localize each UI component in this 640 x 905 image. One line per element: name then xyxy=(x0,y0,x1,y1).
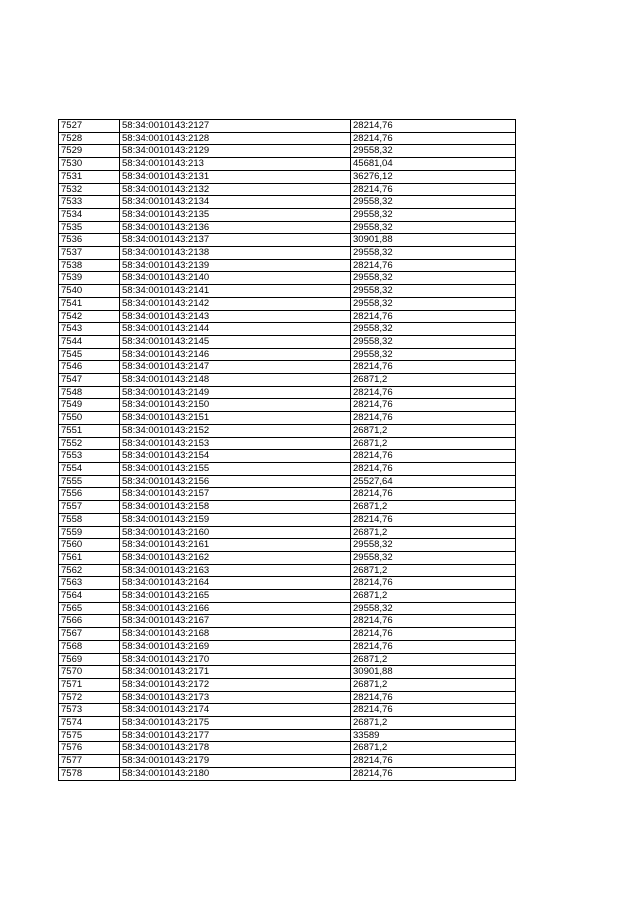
value-cell: 28214,76 xyxy=(351,462,516,475)
table-row xyxy=(59,310,516,323)
value-cell: 29558,32 xyxy=(351,145,516,158)
value-cell: 28214,76 xyxy=(351,628,516,641)
table-row xyxy=(59,577,516,590)
table-row xyxy=(59,412,516,425)
row-number-cell: 7551 xyxy=(59,424,120,437)
cadastral-number-cell: 58:34:0010143:2147 xyxy=(120,361,351,374)
cadastral-number-cell: 58:34:0010143:2164 xyxy=(120,577,351,590)
row-number-cell: 7531 xyxy=(59,170,120,183)
row-number-cell: 7542 xyxy=(59,310,120,323)
cadastral-number-cell: 58:34:0010143:2166 xyxy=(120,602,351,615)
table-row xyxy=(59,767,516,780)
row-number-cell: 7573 xyxy=(59,704,120,717)
value-cell: 30901,88 xyxy=(351,666,516,679)
table-row xyxy=(59,132,516,145)
cadastral-number-cell: 58:34:0010143:2153 xyxy=(120,437,351,450)
value-cell: 29558,32 xyxy=(351,602,516,615)
value-cell: 29558,32 xyxy=(351,297,516,310)
value-cell: 28214,76 xyxy=(351,386,516,399)
value-cell: 28214,76 xyxy=(351,640,516,653)
table-row xyxy=(59,158,516,171)
row-number-cell: 7564 xyxy=(59,590,120,603)
value-cell: 28214,76 xyxy=(351,767,516,780)
row-number-cell: 7563 xyxy=(59,577,120,590)
table-row xyxy=(59,399,516,412)
cadastral-number-cell: 58:34:0010143:2179 xyxy=(120,755,351,768)
row-number-cell: 7577 xyxy=(59,755,120,768)
value-cell: 28214,76 xyxy=(351,615,516,628)
table-row xyxy=(59,234,516,247)
value-cell: 28214,76 xyxy=(351,513,516,526)
row-number-cell: 7528 xyxy=(59,132,120,145)
value-cell: 29558,32 xyxy=(351,247,516,260)
row-number-cell: 7570 xyxy=(59,666,120,679)
table-row xyxy=(59,145,516,158)
table-row xyxy=(59,335,516,348)
table-row xyxy=(59,513,516,526)
row-number-cell: 7540 xyxy=(59,285,120,298)
row-number-cell: 7566 xyxy=(59,615,120,628)
value-cell: 29558,32 xyxy=(351,323,516,336)
value-cell: 26871,2 xyxy=(351,742,516,755)
table-row xyxy=(59,120,516,133)
value-cell: 26871,2 xyxy=(351,501,516,514)
cadastral-number-cell: 58:34:0010143:2167 xyxy=(120,615,351,628)
table-row xyxy=(59,742,516,755)
cadastral-number-cell: 58:34:0010143:2137 xyxy=(120,234,351,247)
row-number-cell: 7544 xyxy=(59,335,120,348)
table-row xyxy=(59,247,516,260)
cadastral-number-cell: 58:34:0010143:2140 xyxy=(120,272,351,285)
row-number-cell: 7562 xyxy=(59,564,120,577)
row-number-cell: 7535 xyxy=(59,221,120,234)
row-number-cell: 7571 xyxy=(59,678,120,691)
cadastral-number-cell: 58:34:0010143:2177 xyxy=(120,729,351,742)
value-cell: 29558,32 xyxy=(351,539,516,552)
value-cell: 29558,32 xyxy=(351,208,516,221)
value-cell: 36276,12 xyxy=(351,170,516,183)
cadastral-number-cell: 58:34:0010143:2160 xyxy=(120,526,351,539)
value-cell: 26871,2 xyxy=(351,653,516,666)
row-number-cell: 7539 xyxy=(59,272,120,285)
row-number-cell: 7527 xyxy=(59,120,120,133)
value-cell: 26871,2 xyxy=(351,374,516,387)
table-row xyxy=(59,424,516,437)
cadastral-number-cell: 58:34:0010143:2142 xyxy=(120,297,351,310)
table-row xyxy=(59,450,516,463)
row-number-cell: 7550 xyxy=(59,412,120,425)
cadastral-number-cell: 58:34:0010143:2173 xyxy=(120,691,351,704)
row-number-cell: 7538 xyxy=(59,259,120,272)
row-number-cell: 7567 xyxy=(59,628,120,641)
row-number-cell: 7560 xyxy=(59,539,120,552)
table-row xyxy=(59,361,516,374)
row-number-cell: 7557 xyxy=(59,501,120,514)
table-row xyxy=(59,272,516,285)
cadastral-number-cell: 58:34:0010143:2174 xyxy=(120,704,351,717)
cadastral-number-cell: 58:34:0010143:2168 xyxy=(120,628,351,641)
value-cell: 28214,76 xyxy=(351,450,516,463)
row-number-cell: 7534 xyxy=(59,208,120,221)
value-cell: 28214,76 xyxy=(351,412,516,425)
table-row xyxy=(59,183,516,196)
row-number-cell: 7574 xyxy=(59,717,120,730)
cadastral-number-cell: 58:34:0010143:2136 xyxy=(120,221,351,234)
value-cell: 33589 xyxy=(351,729,516,742)
value-cell: 26871,2 xyxy=(351,437,516,450)
value-cell: 28214,76 xyxy=(351,132,516,145)
value-cell: 30901,88 xyxy=(351,234,516,247)
value-cell: 28214,76 xyxy=(351,704,516,717)
table-row xyxy=(59,691,516,704)
value-cell: 29558,32 xyxy=(351,335,516,348)
cadastral-number-cell: 58:34:0010143:2162 xyxy=(120,551,351,564)
row-number-cell: 7545 xyxy=(59,348,120,361)
row-number-cell: 7554 xyxy=(59,462,120,475)
value-cell: 28214,76 xyxy=(351,259,516,272)
cadastral-number-cell: 58:34:0010143:2163 xyxy=(120,564,351,577)
cadastral-number-cell: 58:34:0010143:2134 xyxy=(120,196,351,209)
row-number-cell: 7559 xyxy=(59,526,120,539)
row-number-cell: 7547 xyxy=(59,374,120,387)
table-row xyxy=(59,653,516,666)
cadastral-number-cell: 58:34:0010143:2156 xyxy=(120,475,351,488)
table-row xyxy=(59,196,516,209)
table-row xyxy=(59,704,516,717)
cadastral-number-cell: 58:34:0010143:2154 xyxy=(120,450,351,463)
value-cell: 26871,2 xyxy=(351,564,516,577)
row-number-cell: 7572 xyxy=(59,691,120,704)
value-cell: 26871,2 xyxy=(351,526,516,539)
value-cell: 26871,2 xyxy=(351,678,516,691)
cadastral-number-cell: 58:34:0010143:2127 xyxy=(120,120,351,133)
row-number-cell: 7533 xyxy=(59,196,120,209)
value-cell: 29558,32 xyxy=(351,221,516,234)
cadastral-number-cell: 58:34:0010143:2175 xyxy=(120,717,351,730)
cadastral-number-cell: 58:34:0010143:2165 xyxy=(120,590,351,603)
cadastral-number-cell: 58:34:0010143:2131 xyxy=(120,170,351,183)
row-number-cell: 7552 xyxy=(59,437,120,450)
row-number-cell: 7537 xyxy=(59,247,120,260)
table-row xyxy=(59,551,516,564)
cadastral-number-cell: 58:34:0010143:2149 xyxy=(120,386,351,399)
cadastral-number-cell: 58:34:0010143:2169 xyxy=(120,640,351,653)
row-number-cell: 7541 xyxy=(59,297,120,310)
cadastral-number-cell: 58:34:0010143:2157 xyxy=(120,488,351,501)
value-cell: 28214,76 xyxy=(351,577,516,590)
table-row xyxy=(59,208,516,221)
row-number-cell: 7556 xyxy=(59,488,120,501)
table-row xyxy=(59,640,516,653)
table-row xyxy=(59,221,516,234)
table-row xyxy=(59,526,516,539)
table-row xyxy=(59,462,516,475)
table-row xyxy=(59,475,516,488)
cadastral-number-cell: 58:34:0010143:2170 xyxy=(120,653,351,666)
value-cell: 28214,76 xyxy=(351,399,516,412)
cadastral-number-cell: 58:34:0010143:2144 xyxy=(120,323,351,336)
cadastral-number-cell: 58:34:0010143:2155 xyxy=(120,462,351,475)
cadastral-number-cell: 58:34:0010143:2143 xyxy=(120,310,351,323)
value-cell: 29558,32 xyxy=(351,196,516,209)
row-number-cell: 7568 xyxy=(59,640,120,653)
row-number-cell: 7569 xyxy=(59,653,120,666)
cadastral-number-cell: 58:34:0010143:2135 xyxy=(120,208,351,221)
cadastral-number-cell: 58:34:0010143:2150 xyxy=(120,399,351,412)
table-row xyxy=(59,615,516,628)
cadastral-number-cell: 58:34:0010143:2180 xyxy=(120,767,351,780)
table-row xyxy=(59,323,516,336)
data-table xyxy=(58,119,516,781)
table-row xyxy=(59,297,516,310)
value-cell: 28214,76 xyxy=(351,488,516,501)
value-cell: 28214,76 xyxy=(351,691,516,704)
row-number-cell: 7561 xyxy=(59,551,120,564)
cadastral-number-cell: 58:34:0010143:2132 xyxy=(120,183,351,196)
table-row xyxy=(59,602,516,615)
cadastral-number-cell: 58:34:0010143:2161 xyxy=(120,539,351,552)
row-number-cell: 7549 xyxy=(59,399,120,412)
row-number-cell: 7548 xyxy=(59,386,120,399)
value-cell: 45681,04 xyxy=(351,158,516,171)
table-row xyxy=(59,666,516,679)
cadastral-number-cell: 58:34:0010143:2148 xyxy=(120,374,351,387)
cadastral-number-cell: 58:34:0010143:2138 xyxy=(120,247,351,260)
cadastral-number-cell: 58:34:0010143:2172 xyxy=(120,678,351,691)
row-number-cell: 7546 xyxy=(59,361,120,374)
value-cell: 28214,76 xyxy=(351,183,516,196)
cadastral-number-cell: 58:34:0010143:2139 xyxy=(120,259,351,272)
value-cell: 29558,32 xyxy=(351,551,516,564)
row-number-cell: 7553 xyxy=(59,450,120,463)
table-row xyxy=(59,374,516,387)
table-row xyxy=(59,501,516,514)
cadastral-number-cell: 58:34:0010143:2141 xyxy=(120,285,351,298)
row-number-cell: 7578 xyxy=(59,767,120,780)
table-row xyxy=(59,717,516,730)
value-cell: 26871,2 xyxy=(351,590,516,603)
table-body xyxy=(59,120,516,781)
table-row xyxy=(59,539,516,552)
row-number-cell: 7536 xyxy=(59,234,120,247)
table-row xyxy=(59,678,516,691)
value-cell: 26871,2 xyxy=(351,717,516,730)
row-number-cell: 7558 xyxy=(59,513,120,526)
row-number-cell: 7555 xyxy=(59,475,120,488)
row-number-cell: 7530 xyxy=(59,158,120,171)
cadastral-number-cell: 58:34:0010143:2178 xyxy=(120,742,351,755)
table-row xyxy=(59,564,516,577)
row-number-cell: 7565 xyxy=(59,602,120,615)
table-row xyxy=(59,285,516,298)
cadastral-number-cell: 58:34:0010143:2159 xyxy=(120,513,351,526)
table-row xyxy=(59,755,516,768)
row-number-cell: 7576 xyxy=(59,742,120,755)
table-row xyxy=(59,348,516,361)
table-row xyxy=(59,437,516,450)
cadastral-number-cell: 58:34:0010143:2151 xyxy=(120,412,351,425)
row-number-cell: 7543 xyxy=(59,323,120,336)
table-row xyxy=(59,590,516,603)
value-cell: 28214,76 xyxy=(351,120,516,133)
cadastral-number-cell: 58:34:0010143:2152 xyxy=(120,424,351,437)
table-row xyxy=(59,170,516,183)
table-row xyxy=(59,729,516,742)
table-row xyxy=(59,386,516,399)
value-cell: 29558,32 xyxy=(351,272,516,285)
value-cell: 28214,76 xyxy=(351,755,516,768)
cadastral-number-cell: 58:34:0010143:2158 xyxy=(120,501,351,514)
cadastral-number-cell: 58:34:0010143:2146 xyxy=(120,348,351,361)
cadastral-number-cell: 58:34:0010143:2128 xyxy=(120,132,351,145)
row-number-cell: 7575 xyxy=(59,729,120,742)
cadastral-number-cell: 58:34:0010143:2129 xyxy=(120,145,351,158)
cadastral-number-cell: 58:34:0010143:213 xyxy=(120,158,351,171)
value-cell: 28214,76 xyxy=(351,361,516,374)
table-row xyxy=(59,488,516,501)
row-number-cell: 7532 xyxy=(59,183,120,196)
value-cell: 29558,32 xyxy=(351,285,516,298)
row-number-cell: 7529 xyxy=(59,145,120,158)
value-cell: 28214,76 xyxy=(351,310,516,323)
value-cell: 26871,2 xyxy=(351,424,516,437)
table-row xyxy=(59,628,516,641)
table-row xyxy=(59,259,516,272)
cadastral-number-cell: 58:34:0010143:2171 xyxy=(120,666,351,679)
value-cell: 29558,32 xyxy=(351,348,516,361)
value-cell: 25527,64 xyxy=(351,475,516,488)
cadastral-number-cell: 58:34:0010143:2145 xyxy=(120,335,351,348)
